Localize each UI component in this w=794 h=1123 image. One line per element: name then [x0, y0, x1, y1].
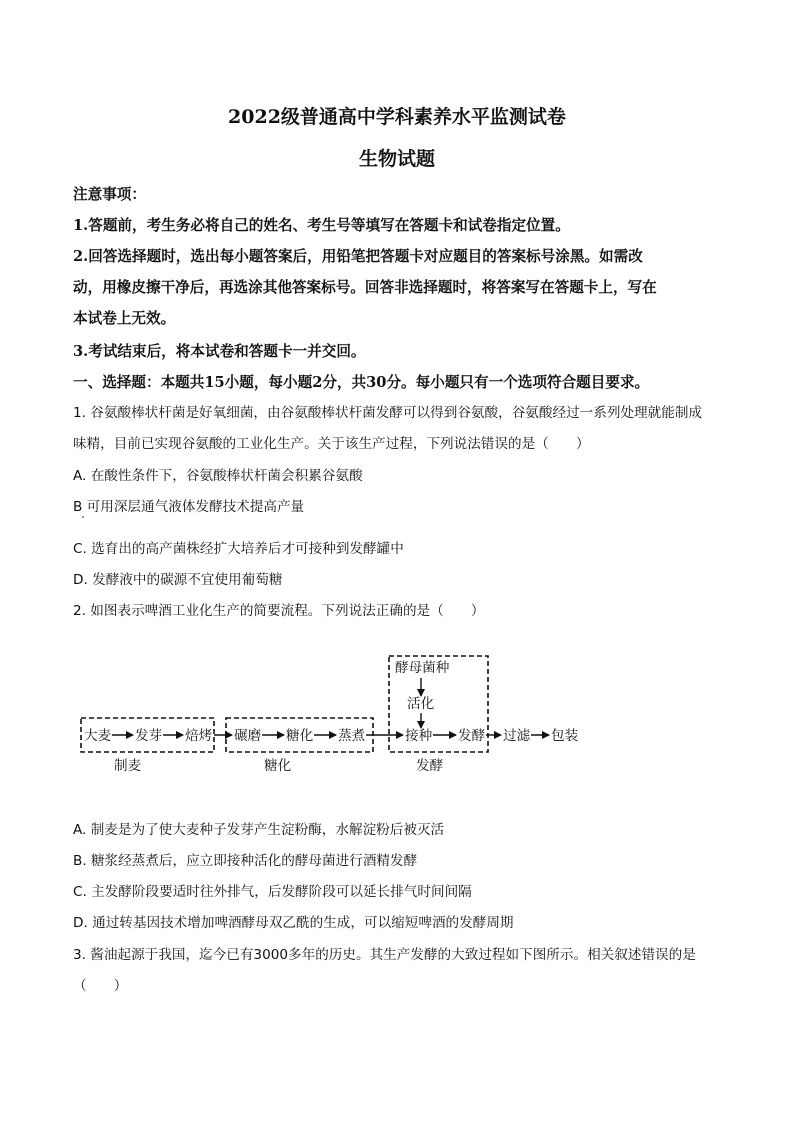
q1-stem-line-1: 1. 谷氨酸棒状杆菌是好氧细菌，由谷氨酸棒状杆菌发酵可以得到谷氨酸，谷氨酸经过一系列处理就能制成: [73, 405, 703, 421]
exam-subtitle: 生物试题: [358, 148, 435, 170]
q1-option-d: D. 发酵液中的碳源不宜使用葡萄糖: [73, 572, 283, 588]
step-grind: 碾磨: [234, 728, 262, 744]
step-inoculate: 接种: [405, 728, 433, 744]
step-bake: 焙烤: [185, 728, 213, 744]
q1-option-b: B 可用深层通气液体发酵技术提高产量: [73, 499, 305, 515]
q2-option-c: C. 主发酵阶段要适时往外排气，后发酵阶段可以延长排气时间间隔: [73, 884, 472, 900]
stray-dot: [82, 516, 84, 518]
step-ferment: 发酵: [458, 728, 486, 744]
notice-item-3: 3.考试结束后，将本试卷和答题卡一并交回。: [73, 343, 366, 360]
q3-stem-line-1: 3. 酱油起源于我国，迄今已有3000多年的历史。其生产发酵的大致过程如下图所示。相关叙述错误的是: [73, 947, 696, 963]
notice-item-2-line-1: 2.回答选择题时，选出每小题答案后，用铅笔把答题卡对应题目的答案标号涂黑。如需改: [73, 248, 643, 265]
step-barley: 大麦: [84, 728, 112, 744]
q1-option-a: A. 在酸性条件下，谷氨酸棒状杆菌会积累谷氨酸: [73, 468, 363, 484]
step-filter: 过滤: [503, 728, 531, 744]
q2-option-a: A. 制麦是为了使大麦种子发芽产生淀粉酶，水解淀粉后被灭活: [73, 822, 445, 838]
q3-stem-line-2: （ ）: [73, 978, 128, 994]
notice-item-1: 1.答题前，考生务必将自己的姓名、考生号等填写在答题卡和试卷指定位置。: [73, 217, 570, 234]
step-boil: 蒸煮: [338, 728, 366, 744]
step-package: 包装: [551, 728, 579, 744]
section-1-heading: 一、选择题：本题共15小题，每小题2分，共30分。每小题只有一个选项符合题目要求。: [73, 374, 650, 391]
q2-stem: 2. 如图表示啤酒工业化生产的简要流程。下列说法正确的是（ ）: [73, 603, 485, 619]
q2-option-d: D. 通过转基因技术增加啤酒酵母双乙酰的生成，可以缩短啤酒的发酵周期: [73, 915, 514, 931]
q2-option-b: B. 糖浆经蒸煮后，应立即接种活化的酵母菌进行酒精发酵: [73, 853, 418, 869]
step-saccharify: 糖化: [286, 728, 314, 744]
notice-heading: 注意事项：: [73, 186, 146, 203]
step-germinate: 发芽: [135, 728, 163, 744]
notice-item-2-line-2: 动，用橡皮擦干净后，再选涂其他答案标号。回答非选择题时，将答案写在答题卡上，写在: [73, 279, 657, 296]
exam-title: 2022级普通高中学科素养水平监测试卷: [228, 106, 566, 128]
q1-option-c: C. 选育出的高产菌株经扩大培养后才可接种到发酵罐中: [73, 541, 404, 557]
group-label-saccharification: 糖化: [264, 758, 292, 774]
beer-production-flow-diagram: [0, 640, 794, 790]
q1-stem-line-2: 味精，目前已实现谷氨酸的工业化生产。关于该生产过程，下列说法错误的是（ ）: [73, 436, 590, 452]
group-label-malting: 制麦: [114, 758, 142, 774]
group-label-fermentation: 发酵: [416, 758, 444, 774]
yeast-strain-label: 酵母菌种: [395, 660, 450, 676]
activate-label: 活化: [407, 696, 435, 712]
notice-item-2-line-3: 本试卷上无效。: [73, 310, 176, 327]
